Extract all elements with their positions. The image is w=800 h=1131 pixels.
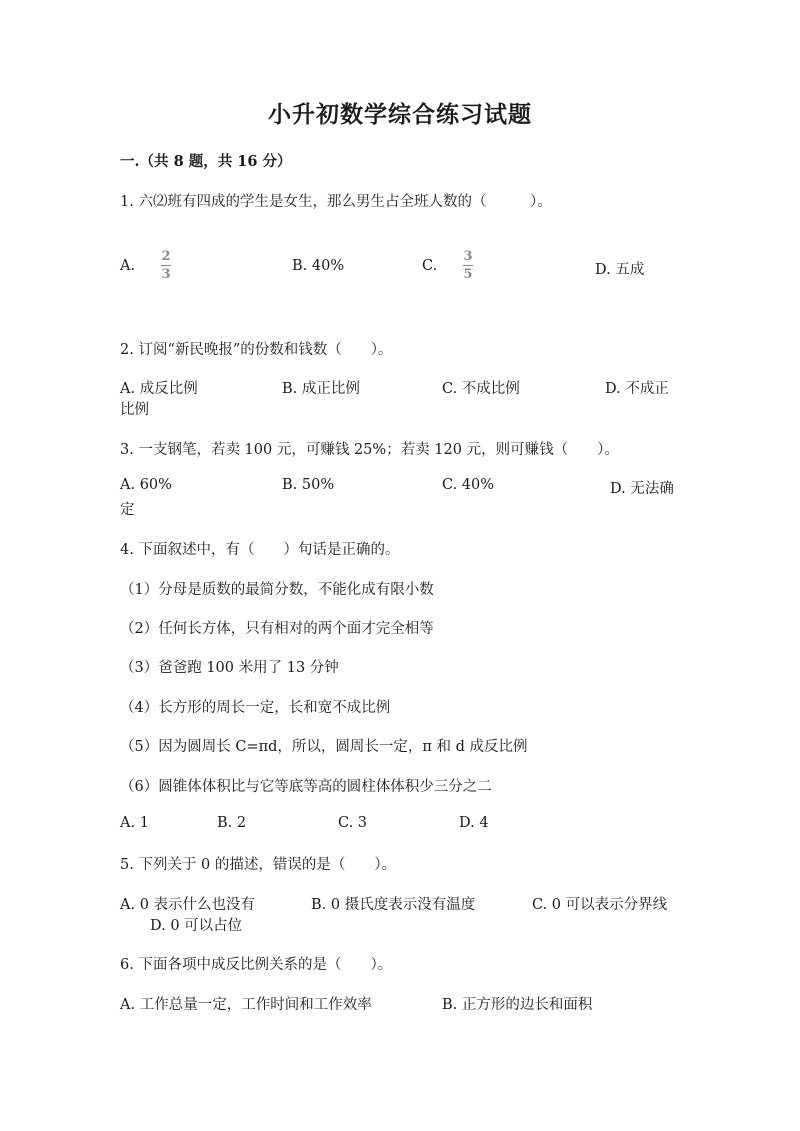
q4-option-d: D. 4 — [459, 815, 489, 831]
q4-statement-6: （6）圆锥体体积比与它等底等高的圆柱体体积少三分之二 — [120, 779, 492, 795]
q1-option-a-label: A. — [120, 258, 136, 274]
q3-option-d: D. 无法确 — [610, 481, 674, 497]
q2-option-b: B. 成正比例 — [282, 381, 360, 397]
q2-option-c: C. 不成比例 — [442, 381, 520, 397]
q3-option-b: B. 50% — [282, 477, 335, 493]
q5-option-c: C. 0 可以表示分界线 — [532, 897, 668, 913]
q6-option-b: B. 正方形的边长和面积 — [442, 997, 593, 1013]
q1-option-a-numerator: 2 — [161, 249, 171, 264]
q3-option-a: A. 60% — [120, 477, 172, 493]
fraction-bar — [161, 265, 171, 266]
q1-option-a-fraction — [161, 250, 171, 281]
question-3: 3. 一支钢笔，若卖 100 元，可赚钱 25%；若卖 120 元，则可赚钱（ ）。 — [120, 442, 619, 458]
question-1: 1. 六⑵班有四成的学生是女生，那么男生占全班人数的（ ）。 — [120, 194, 552, 210]
q3-option-c: C. 40% — [442, 477, 495, 493]
q2-option-a: A. 成反比例 — [120, 381, 198, 397]
page-title: 小升初数学综合练习试题 — [268, 101, 532, 128]
q1-option-c-fraction — [463, 250, 473, 281]
q3-option-d-wrap: 定 — [120, 502, 135, 518]
question-4: 4. 下面叙述中，有（ ）句话是正确的。 — [120, 542, 400, 558]
q4-option-a: A. 1 — [120, 815, 149, 831]
q1-option-c-denominator: 5 — [463, 267, 473, 282]
question-6: 6. 下面各项中成反比例关系的是（ ）。 — [120, 957, 393, 973]
fraction-bar — [463, 265, 473, 266]
question-2: 2. 订阅“新民晚报”的份数和钱数（ ）。 — [120, 342, 393, 358]
section-header: 一.（共 8 题，共 16 分） — [120, 153, 292, 170]
q4-statement-5: （5）因为圆周长 C=πd，所以，圆周长一定，π 和 d 成反比例 — [120, 739, 528, 755]
q4-statement-2: （2）任何长方体，只有相对的两个面才完全相等 — [120, 621, 434, 637]
q4-statement-4: （4）长方形的周长一定，长和宽不成比例 — [120, 700, 391, 716]
q5-option-d: D. 0 可以占位 — [150, 918, 243, 934]
q4-statement-3: （3）爸爸跑 100 米用了 13 分钟 — [120, 660, 339, 676]
q1-option-d: D. 五成 — [595, 262, 645, 278]
q1-option-b: B. 40% — [292, 258, 345, 274]
question-5: 5. 下列关于 0 的描述，错误的是（ ）。 — [120, 857, 397, 873]
q4-option-c: C. 3 — [338, 815, 368, 831]
q2-option-d-wrap: 比例 — [120, 402, 149, 418]
q1-option-a-denominator: 3 — [161, 267, 171, 282]
q5-option-a: A. 0 表示什么也没有 — [120, 897, 256, 913]
q1-option-c-numerator: 3 — [463, 249, 473, 264]
q4-option-b: B. 2 — [217, 815, 247, 831]
q4-statement-1: （1）分母是质数的最简分数，不能化成有限小数 — [120, 582, 434, 598]
q5-option-b: B. 0 摄氏度表示没有温度 — [311, 897, 476, 913]
q1-option-c-label: C. — [422, 258, 438, 274]
q2-option-d: D. 不成正 — [605, 381, 669, 397]
q6-option-a: A. 工作总量一定，工作时间和工作效率 — [120, 997, 372, 1013]
